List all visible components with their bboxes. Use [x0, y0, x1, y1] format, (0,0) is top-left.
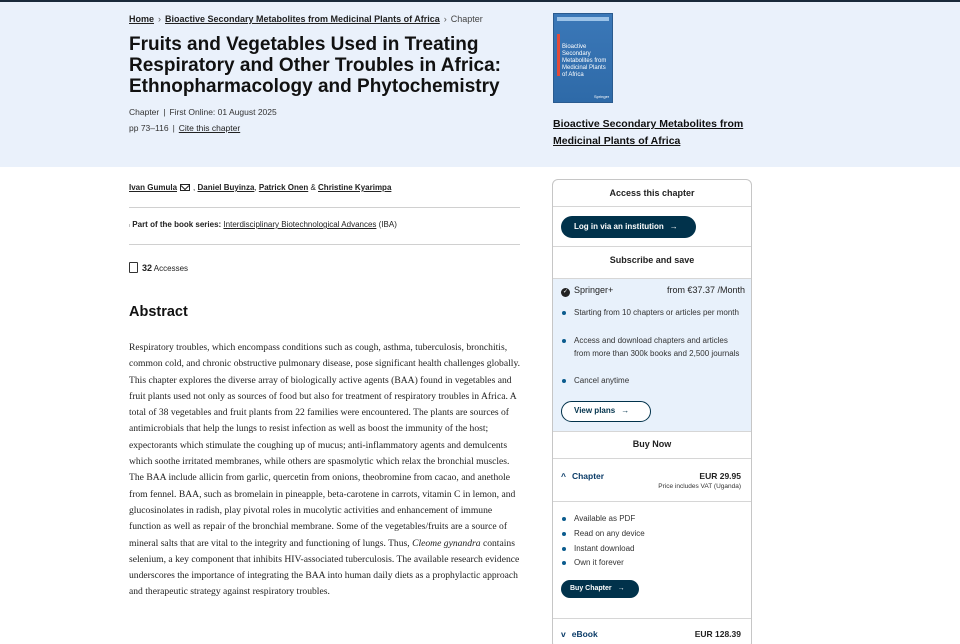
- chapter-feature: Available as PDF: [574, 513, 744, 526]
- chevron-right-icon: ›: [443, 14, 447, 24]
- plan-price: from €37.37 /Month: [666, 285, 745, 295]
- arrow-right-icon: →: [617, 585, 625, 592]
- chapter-price: EUR 29.95: [699, 471, 741, 481]
- buy-chapter-button[interactable]: Buy Chapter →: [561, 580, 639, 598]
- chapter-feature: Own it forever: [574, 557, 744, 570]
- breadcrumb: [129, 14, 483, 24]
- email-icon[interactable]: [180, 184, 190, 191]
- cite-link[interactable]: Cite this chapter: [178, 123, 241, 133]
- author-link[interactable]: Daniel Buyinza: [197, 183, 255, 192]
- buy-heading: Buy Now: [632, 439, 672, 449]
- breadcrumb-book[interactable]: Bioactive Secondary Metabolites from Medicinal Plants of Africa: [165, 14, 440, 24]
- divider: [129, 244, 520, 245]
- author-link[interactable]: Patrick Onen: [258, 183, 309, 192]
- access-panel: [552, 179, 752, 644]
- accesses-metric: [129, 262, 188, 273]
- chevron-down-icon: v: [561, 629, 566, 639]
- page-range: pp 73–116: [129, 123, 169, 133]
- cover-publisher: Springer: [594, 94, 610, 99]
- chevron-right-icon: ›: [158, 14, 162, 24]
- species-name: Cleome gynandra: [412, 537, 481, 549]
- cover-title: Bioactive Secondary Metabolites from Medicinal Plants of Africa: [562, 44, 607, 78]
- content-type: Chapter: [129, 107, 160, 117]
- chevron-up-icon: ^: [561, 471, 566, 481]
- divider: [129, 207, 520, 208]
- institution-login-button[interactable]: Log in via an institution →: [561, 216, 696, 238]
- breadcrumb-home[interactable]: Home: [129, 14, 155, 24]
- document-icon: [129, 262, 138, 273]
- first-online: First Online: 01 August 2025: [169, 107, 277, 117]
- book-title-link[interactable]: Bioactive Secondary Metabolites from Medicinal Plants of Africa: [553, 118, 744, 147]
- abstract-text: Respiratory troubles, which encompass conditions such as cough, asthma, tuberculosis, bronchitis, common cold, and chronic obstructive pulmonary disease, pose significant health challenges globally. This chapter explores the diverse array of biologically active agents (BAA) found in vegetables and fruit plants used not only as sources of food but also for treatment of respiratory troubles in Africa. A total of 38 vegetables and fruit plants from 22 families were encountered. The plants are sources of antimicrobials that help the lungs to resist infection as well as boost the immunity of the host; expectorants which stimulate the coughing up of mucus; anti-inflammatory agents and demulcents which soothe irritated membranes, while others are spasmolytic which relax the bronchial muscles. The BAA include allicin from garlic, quercetin from onions, theobromine from cacao, and anethole from fennel. BAA, such as bromelain in pineapple, beta-carotene in carrots, vitamin C in lemon, and glucosinolates in radish, play pivotal roles in mucolytic activities and enhancement of immune function as well as repair of the bronchial membrane. Some of the vegetables/fruits are a source of mineral salts that are vital to the integrity and functioning of lungs. Thus, Cleome gynandra contains selenium, a key component that inhibits HIV-associated tuberculosis. The available research evidence underscores the importance of integrating the BAA into human daily diets as a prophylactic approach and therapeutic strategy against respiratory troubles.: [129, 342, 521, 598]
- chapter-feature: Instant download: [574, 543, 744, 556]
- plan-feature: Starting from 10 chapters or articles per month: [574, 307, 744, 320]
- arrow-right-icon: →: [669, 222, 678, 231]
- breadcrumb-current: Chapter: [450, 14, 483, 24]
- author-link[interactable]: Ivan Gumula: [129, 183, 178, 192]
- series-link[interactable]: Interdisciplinary Biotechnological Advances: [223, 220, 377, 229]
- abstract-heading: Abstract: [129, 304, 188, 320]
- access-heading: Access this chapter: [609, 188, 695, 198]
- ebook-price: EUR 128.39: [694, 629, 741, 639]
- book-series: 𝆠 Part of the book series: Interdisciplinary Biotechnological Advances (IBA): [129, 220, 397, 231]
- subscribe-heading: Subscribe and save: [609, 255, 695, 265]
- accesses-count: 32: [142, 263, 153, 273]
- view-plans-button[interactable]: View plans →: [561, 401, 651, 422]
- series-abbr: (IBA): [378, 220, 397, 229]
- chapter-pages-meta: pp 73–116 | Cite this chapter: [129, 123, 241, 133]
- springer-plus-plan: ✓ Springer+ from €37.37 /Month: [562, 285, 745, 295]
- chapter-option-toggle[interactable]: ^ Chapter EUR 29.95: [561, 471, 741, 481]
- plan-feature: Cancel anytime: [574, 375, 744, 388]
- author-list: Ivan Gumula , Daniel Buyinza, Patrick Onen & Christine Kyarimpa: [129, 183, 392, 192]
- plan-feature: Access and download chapters and articles from more than 300k books and 2,500 journals: [574, 335, 744, 360]
- arrow-right-icon: →: [621, 406, 630, 415]
- page-title: Fruits and Vegetables Used in Treating Respiratory and Other Troubles in Africa: Ethnopharmacology and Phytochemistry: [129, 34, 501, 97]
- vat-note: Price includes VAT (Uganda): [658, 483, 741, 490]
- ebook-option-toggle[interactable]: v eBook EUR 128.39: [561, 629, 741, 639]
- author-link[interactable]: Christine Kyarimpa: [318, 183, 392, 192]
- book-cover[interactable]: [553, 13, 613, 103]
- chapter-feature: Read on any device: [574, 528, 744, 541]
- accesses-label: Accesses: [153, 264, 189, 273]
- chapter-meta: Chapter | First Online: 01 August 2025: [129, 107, 277, 117]
- check-circle-icon: ✓: [562, 289, 569, 295]
